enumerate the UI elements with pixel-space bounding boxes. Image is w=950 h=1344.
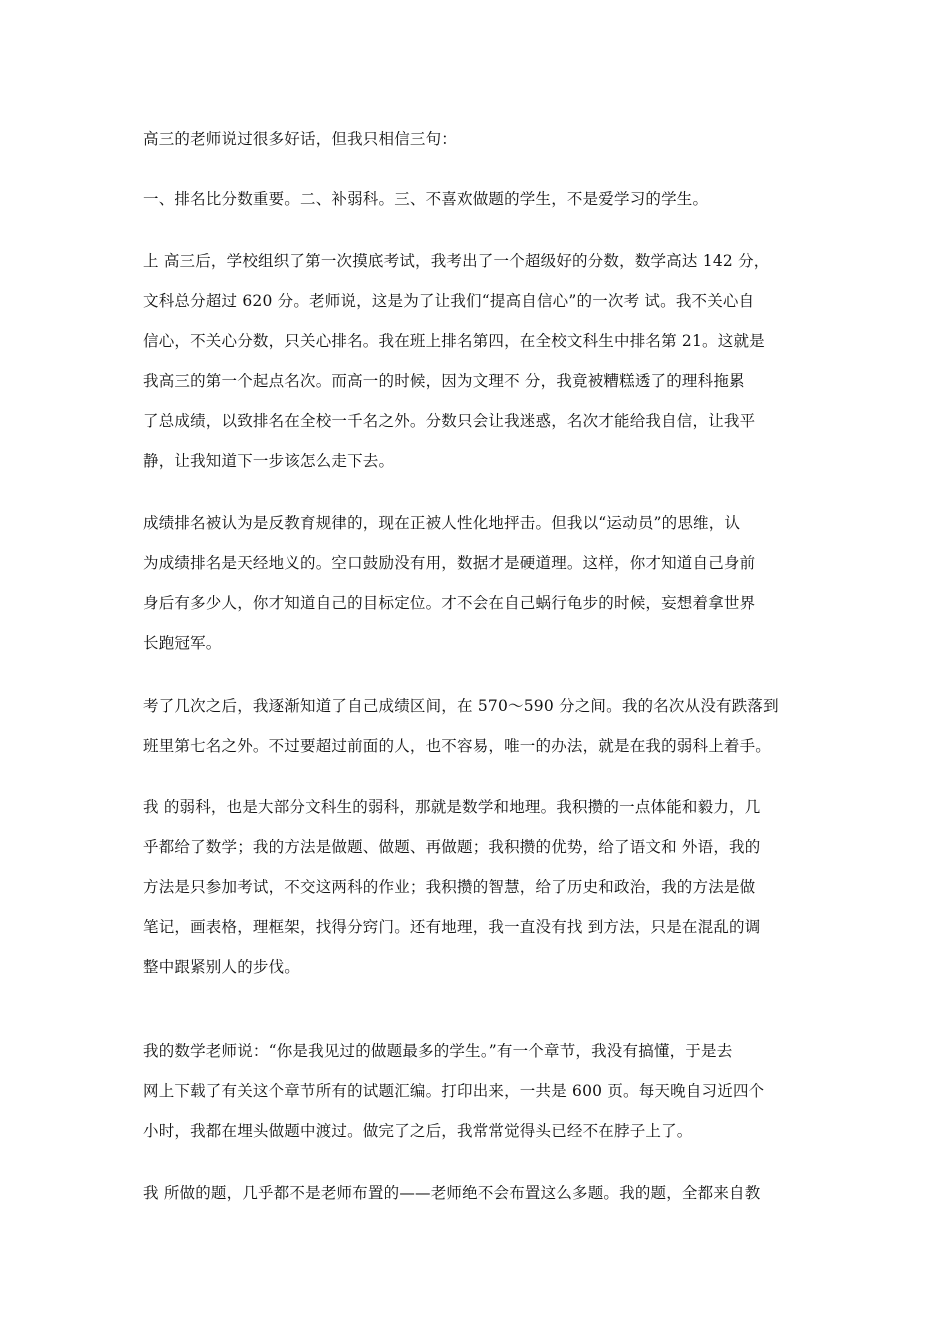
paragraph-7-line-3: 小时，我都在埋头做题中渡过。做完了之后，我常常觉得头已经不在脖子上了。 (143, 1122, 693, 1140)
paragraph-6-line-5: 整中跟紧别人的步伐。 (143, 958, 301, 976)
paragraph-8-line-1: 我 所做的题，几乎都不是老师布置的——老师绝不会布置这么多题。我的题，全都来自教 (143, 1184, 761, 1202)
paragraph-6-line-1: 我 的弱科，也是大部分文科生的弱科，那就是数学和地理。我积攒的一点体能和毅力，几 (143, 798, 761, 816)
paragraph-5-line-2: 班里第七名之外。不过要超过前面的人，也不容易，唯一的办法，就是在我的弱科上着手。 (143, 737, 772, 755)
paragraph-4-line-1: 成绩排名被认为是反教育规律的，现在正被人性化地抨击。但我以“运动员”的思维，认 (143, 514, 741, 532)
paragraph-1-line-1: 高三的老师说过很多好话，但我只相信三句： (143, 130, 458, 148)
paragraph-2-line-1: 一、排名比分数重要。二、补弱科。三、不喜欢做题的学生，不是爱学习的学生。 (143, 190, 709, 208)
paragraph-7-line-2: 网上下载了有关这个章节所有的试题汇编。打印出来，一共是 600 页。每天晚自习近四个 (143, 1082, 765, 1100)
paragraph-7-line-1: 我的数学老师说：“你是我见过的做题最多的学生。”有一个章节，我没有搞懂，于是去 (143, 1042, 733, 1060)
paragraph-3-line-1: 上 高三后，学校组织了第一次摸底考试，我考出了一个超级好的分数，数学高达 142 分， (143, 252, 770, 270)
paragraph-3-line-4: 我高三的第一个起点名次。而高一的时候，因为文理不 分，我竟被糟糕透了的理科拖累 (143, 372, 745, 390)
paragraph-3-line-2: 文科总分超过 620 分。老师说，这是为了让我们“提高自信心”的一次考 试。我不关心自 (143, 292, 755, 310)
paragraph-6-line-3: 方法是只参加考试，不交这两科的作业；我积攒的智慧，给了历史和政治，我的方法是做 (143, 878, 756, 896)
paragraph-4-line-4: 长跑冠军。 (143, 634, 222, 652)
paragraph-3-line-6: 静，让我知道下一步该怎么走下去。 (143, 452, 395, 470)
paragraph-6-line-4: 笔记，画表格，理框架，找得分窍门。还有地理，我一直没有找 到方法，只是在混乱的调 (143, 918, 761, 936)
paragraph-5-line-1: 考了几次之后，我逐渐知道了自己成绩区间，在 570～590 分之间。我的名次从没有跌落到 (143, 697, 779, 715)
paragraph-4-line-2: 为成绩排名是天经地义的。空口鼓励没有用，数据才是硬道理。这样，你才知道自己身前 (143, 554, 756, 572)
paragraph-6-line-2: 乎都给了数学；我的方法是做题、做题、再做题；我积攒的优势，给了语文和 外语，我的 (143, 838, 761, 856)
paragraph-3-line-5: 了总成绩，以致排名在全校一千名之外。分数只会让我迷惑，名次才能给我自信，让我平 (143, 412, 756, 430)
paragraph-3-line-3: 信心，不关心分数，只关心排名。我在班上排名第四，在全校文科生中排名第 21。这就是 (143, 332, 765, 350)
paragraph-4-line-3: 身后有多少人，你才知道自己的目标定位。才不会在自己蜗行龟步的时候，妄想着拿世界 (143, 594, 756, 612)
